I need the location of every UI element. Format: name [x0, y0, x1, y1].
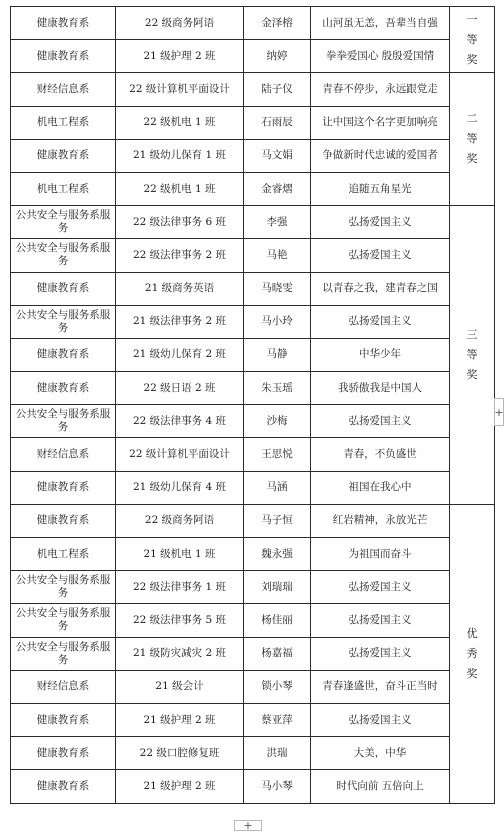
table-row — [11, 239, 495, 272]
student-name-cell: 锁小琴 — [244, 670, 311, 703]
award-level-cell — [450, 7, 495, 73]
student-name-cell: 杨佳丽 — [244, 604, 311, 637]
class-cell: 21 级机电 1 班 — [116, 538, 244, 571]
work-title-cell: 时代向前 五倍向上 — [311, 770, 450, 803]
table-row — [11, 305, 495, 338]
department-cell: 机电工程系 — [11, 106, 116, 139]
class-cell: 22 级商务阿语 — [116, 504, 244, 537]
award-level-label: 三等奖 — [466, 327, 478, 381]
department-cell: 健康教育系 — [11, 770, 116, 803]
table-row — [11, 604, 495, 637]
table-row — [11, 637, 495, 670]
department-cell: 机电工程系 — [11, 172, 116, 205]
student-name-cell: 马子恒 — [244, 504, 311, 537]
table-row — [11, 139, 495, 172]
work-title-cell: 青春不停步，永远跟党走 — [311, 73, 450, 106]
student-name-cell: 石雨辰 — [244, 106, 311, 139]
department-cell: 公共安全与服务系服务 — [11, 206, 116, 239]
award-level-label: 二等奖 — [466, 112, 478, 166]
table-row — [11, 737, 495, 770]
work-title-cell: 弘扬爱国主义 — [311, 206, 450, 239]
department-cell: 公共安全与服务系服务 — [11, 571, 116, 604]
student-name-cell: 纳婷 — [244, 40, 311, 73]
table-row — [11, 40, 495, 73]
class-cell: 21 级护理 2 班 — [116, 770, 244, 803]
work-title-cell: 大美，中华 — [311, 737, 450, 770]
department-cell: 公共安全与服务系服务 — [11, 604, 116, 637]
department-cell: 健康教育系 — [11, 737, 116, 770]
work-title-cell: 山河虽无恙，吾辈当自强 — [311, 7, 450, 40]
work-title-cell: 追随五角星光 — [311, 172, 450, 205]
table-row — [11, 538, 495, 571]
work-title-cell: 让中国这个名字更加响亮 — [311, 106, 450, 139]
department-cell: 健康教育系 — [11, 139, 116, 172]
table-row — [11, 571, 495, 604]
student-name-cell: 陆子仪 — [244, 73, 311, 106]
award-level-label: 一等奖 — [466, 12, 478, 66]
add-column-handle[interactable]: + — [494, 398, 504, 426]
table-row — [11, 338, 495, 371]
department-cell: 健康教育系 — [11, 40, 116, 73]
class-cell: 21 级防灾减灾 2 班 — [116, 637, 244, 670]
add-row-handle[interactable]: + — [234, 820, 262, 831]
student-name-cell: 沙梅 — [244, 405, 311, 438]
student-name-cell: 魏永强 — [244, 538, 311, 571]
awards-table — [10, 6, 495, 804]
student-name-cell: 杨嘉福 — [244, 637, 311, 670]
class-cell: 22 级计算机平面设计 — [116, 73, 244, 106]
department-cell: 健康教育系 — [11, 471, 116, 504]
work-title-cell: 青春逢盛世，奋斗正当时 — [311, 670, 450, 703]
student-name-cell: 马文娟 — [244, 139, 311, 172]
department-cell: 健康教育系 — [11, 338, 116, 371]
class-cell: 22 级法律事务 5 班 — [116, 604, 244, 637]
class-cell: 22 级商务阿语 — [116, 7, 244, 40]
student-name-cell: 马小琴 — [244, 770, 311, 803]
class-cell: 22 级机电 1 班 — [116, 106, 244, 139]
work-title-cell: 我骄傲我是中国人 — [311, 372, 450, 405]
class-cell: 21 级护理 2 班 — [116, 703, 244, 736]
class-cell: 21 级会计 — [116, 670, 244, 703]
work-title-cell: 弘扬爱国主义 — [311, 571, 450, 604]
work-title-cell: 弘扬爱国主义 — [311, 637, 450, 670]
award-level-cell — [450, 73, 495, 206]
table-row — [11, 438, 495, 471]
class-cell: 21 级商务英语 — [116, 272, 244, 305]
student-name-cell: 马静 — [244, 338, 311, 371]
work-title-cell: 弘扬爱国主义 — [311, 405, 450, 438]
department-cell: 健康教育系 — [11, 703, 116, 736]
student-name-cell: 王思悦 — [244, 438, 311, 471]
class-cell: 21 级幼儿保育 1 班 — [116, 139, 244, 172]
table-row — [11, 770, 495, 803]
work-title-cell: 以青春之我，建青春之国 — [311, 272, 450, 305]
work-title-cell: 弘扬爱国主义 — [311, 305, 450, 338]
award-level-cell — [450, 206, 495, 505]
student-name-cell: 李强 — [244, 206, 311, 239]
department-cell: 财经信息系 — [11, 438, 116, 471]
work-title-cell: 弘扬爱国主义 — [311, 703, 450, 736]
student-name-cell: 朱玉瑶 — [244, 372, 311, 405]
class-cell: 22 级计算机平面设计 — [116, 438, 244, 471]
table-row — [11, 206, 495, 239]
student-name-cell: 金睿熠 — [244, 172, 311, 205]
department-cell: 健康教育系 — [11, 372, 116, 405]
department-cell: 机电工程系 — [11, 538, 116, 571]
student-name-cell: 蔡亚萍 — [244, 703, 311, 736]
work-title-cell: 青春，不负盛世 — [311, 438, 450, 471]
table-row — [11, 405, 495, 438]
class-cell: 21 级幼儿保育 2 班 — [116, 338, 244, 371]
class-cell: 22 级日语 2 班 — [116, 372, 244, 405]
class-cell: 22 级法律事务 1 班 — [116, 571, 244, 604]
department-cell: 健康教育系 — [11, 7, 116, 40]
awards-table-body — [11, 7, 495, 804]
student-name-cell: 马涵 — [244, 471, 311, 504]
work-title-cell: 拳拳爱国心 殷殷爱国情 — [311, 40, 450, 73]
class-cell: 22 级法律事务 4 班 — [116, 405, 244, 438]
department-cell: 公共安全与服务系服务 — [11, 305, 116, 338]
class-cell: 22 级机电 1 班 — [116, 172, 244, 205]
table-row — [11, 7, 495, 40]
table-row — [11, 172, 495, 205]
work-title-cell: 祖国在我心中 — [311, 471, 450, 504]
table-row — [11, 471, 495, 504]
work-title-cell: 争做新时代忠诚的爱国者 — [311, 139, 450, 172]
department-cell: 健康教育系 — [11, 272, 116, 305]
work-title-cell: 弘扬爱国主义 — [311, 604, 450, 637]
department-cell: 财经信息系 — [11, 670, 116, 703]
work-title-cell: 弘扬爱国主义 — [311, 239, 450, 272]
student-name-cell: 金泽榕 — [244, 7, 311, 40]
class-cell: 22 级法律事务 6 班 — [116, 206, 244, 239]
table-row — [11, 106, 495, 139]
department-cell: 公共安全与服务系服务 — [11, 637, 116, 670]
department-cell: 公共安全与服务系服务 — [11, 239, 116, 272]
class-cell: 22 级法律事务 2 班 — [116, 239, 244, 272]
student-name-cell: 马小玲 — [244, 305, 311, 338]
award-level-cell — [450, 504, 495, 803]
student-name-cell: 洪瑞 — [244, 737, 311, 770]
department-cell: 健康教育系 — [11, 504, 116, 537]
table-row — [11, 703, 495, 736]
department-cell: 财经信息系 — [11, 73, 116, 106]
student-name-cell: 马晓雯 — [244, 272, 311, 305]
department-cell: 公共安全与服务系服务 — [11, 405, 116, 438]
table-row — [11, 272, 495, 305]
table-row — [11, 372, 495, 405]
student-name-cell: 马艳 — [244, 239, 311, 272]
table-row — [11, 73, 495, 106]
award-level-label: 优秀奖 — [466, 626, 478, 680]
work-title-cell: 为祖国而奋斗 — [311, 538, 450, 571]
class-cell: 21 级幼儿保育 4 班 — [116, 471, 244, 504]
student-name-cell: 刘瑞瑞 — [244, 571, 311, 604]
class-cell: 21 级护理 2 班 — [116, 40, 244, 73]
class-cell: 22 级口腔修复班 — [116, 737, 244, 770]
class-cell: 21 级法律事务 2 班 — [116, 305, 244, 338]
table-row — [11, 670, 495, 703]
work-title-cell: 中华少年 — [311, 338, 450, 371]
work-title-cell: 红岩精神，永放光芒 — [311, 504, 450, 537]
table-row — [11, 504, 495, 537]
